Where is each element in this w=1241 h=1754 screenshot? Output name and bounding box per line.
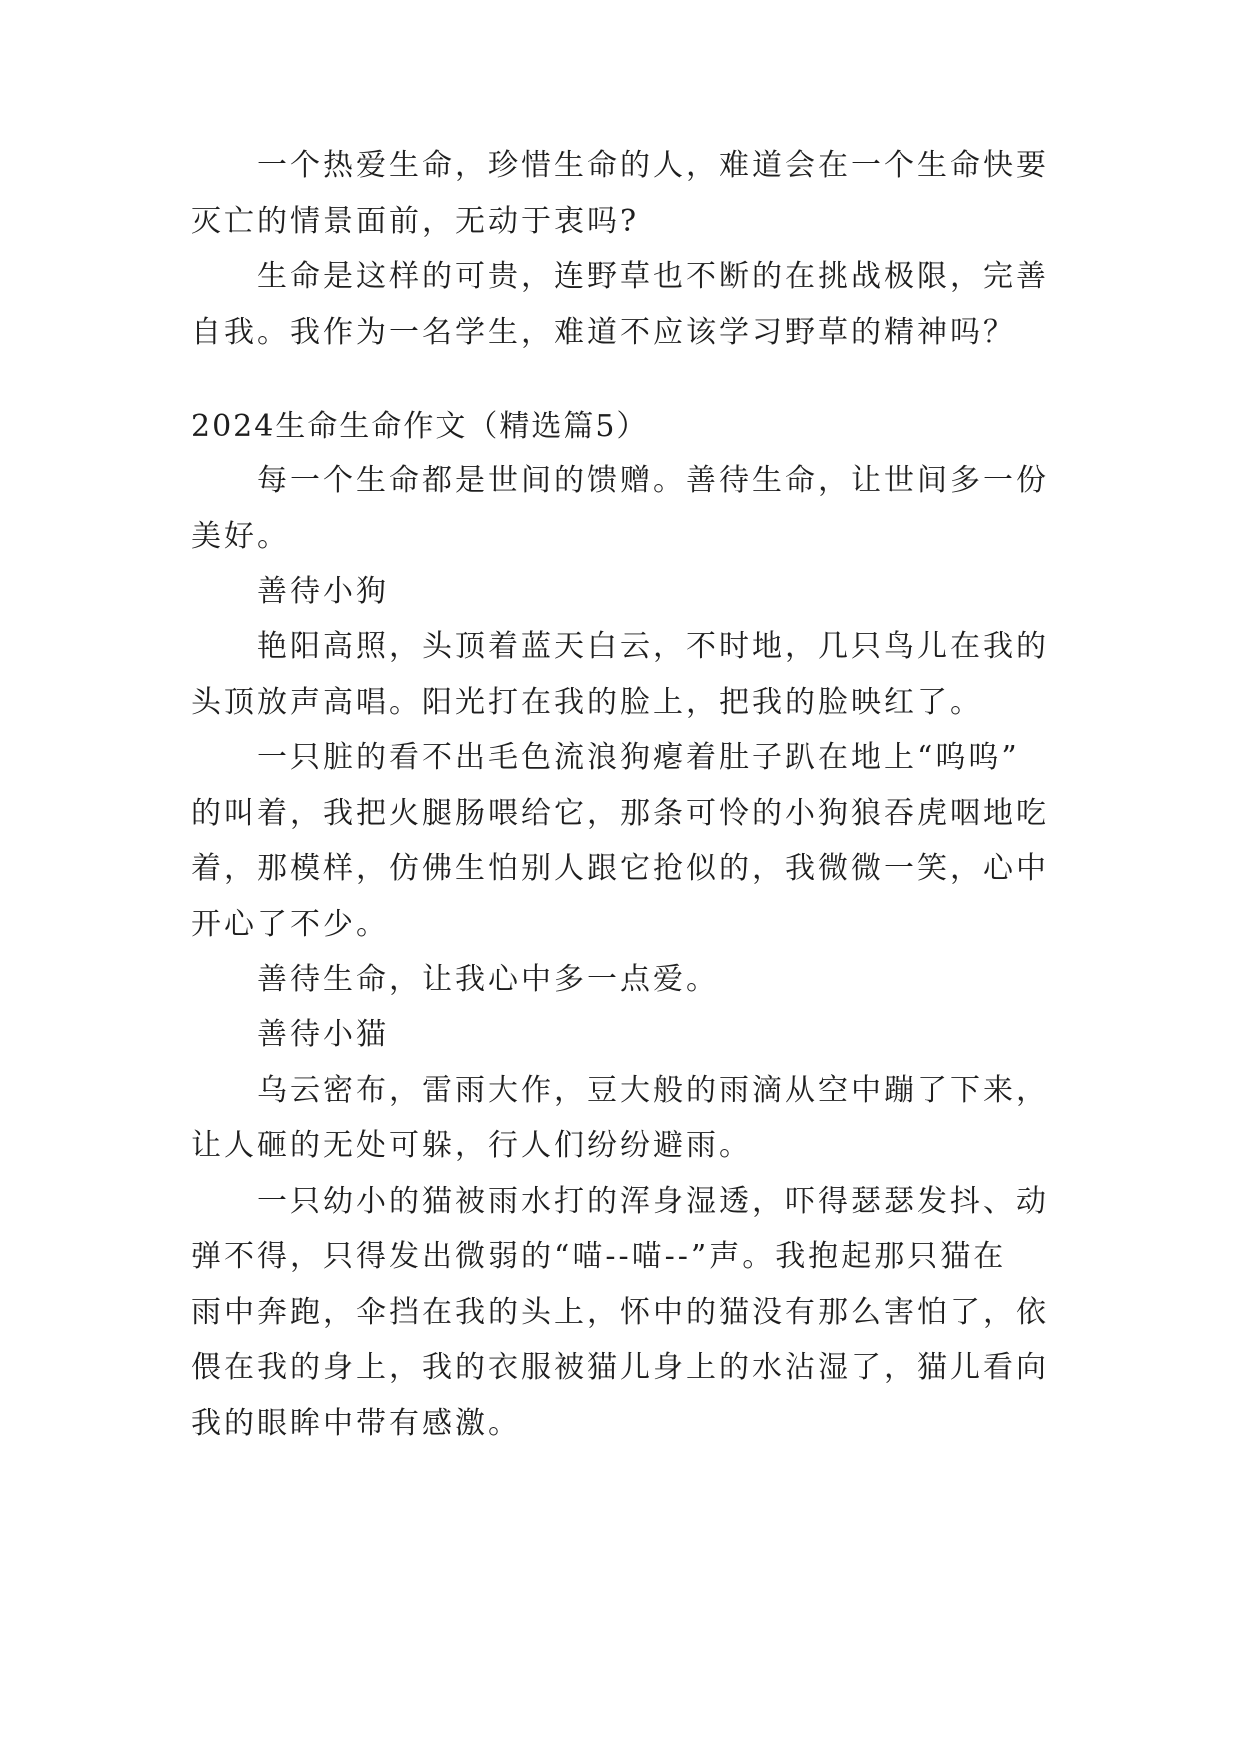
subheading-line: 善待小狗 bbox=[257, 574, 389, 609]
paragraph-line: 一个热爱生命，珍惜生命的人，难道会在一个生命快要 bbox=[257, 148, 1049, 183]
paragraph-line: 自我。我作为一名学生，难道不应该学习野草的精神吗？ bbox=[191, 315, 1016, 350]
paragraph-line: 善待生命，让我心中多一点爱。 bbox=[257, 962, 719, 997]
paragraph-line: 一只脏的看不出毛色流浪狗瘪着肚子趴在地上“呜呜” bbox=[257, 740, 1020, 775]
section-heading: 2024生命生命作文（精选篇5） bbox=[191, 409, 649, 444]
subheading-line: 善待小猫 bbox=[257, 1017, 389, 1052]
paragraph-line: 着，那模样，仿佛生怕别人跟它抢似的，我微微一笑，心中 bbox=[191, 851, 1049, 886]
paragraph-line: 灭亡的情景面前，无动于衷吗? bbox=[191, 204, 640, 239]
paragraph-line: 艳阳高照，头顶着蓝天白云，不时地，几只鸟儿在我的 bbox=[257, 629, 1049, 664]
paragraph-line: 弹不得，只得发出微弱的“喵--喵--”声。我抱起那只猫在 bbox=[191, 1239, 1007, 1274]
paragraph-line: 雨中奔跑，伞挡在我的头上，怀中的猫没有那么害怕了，依 bbox=[191, 1295, 1049, 1330]
paragraph-line: 的叫着，我把火腿肠喂给它，那条可怜的小狗狼吞虎咽地吃 bbox=[191, 796, 1049, 831]
paragraph-line: 每一个生命都是世间的馈赠。善待生命，让世间多一份 bbox=[257, 463, 1049, 498]
paragraph-line: 一只幼小的猫被雨水打的浑身湿透，吓得瑟瑟发抖、动 bbox=[257, 1184, 1049, 1219]
paragraph-line: 美好。 bbox=[191, 519, 290, 554]
paragraph-line: 开心了不少。 bbox=[191, 907, 389, 942]
paragraph-line: 乌云密布，雷雨大作，豆大般的雨滴从空中蹦了下来， bbox=[257, 1073, 1049, 1108]
paragraph-line: 让人砸的无处可躲，行人们纷纷避雨。 bbox=[191, 1128, 752, 1163]
paragraph-line: 头顶放声高唱。阳光打在我的脸上，把我的脸映红了。 bbox=[191, 685, 983, 720]
paragraph-line: 偎在我的身上，我的衣服被猫儿身上的水沾湿了，猫儿看向 bbox=[191, 1350, 1049, 1385]
paragraph-line: 我的眼眸中带有感激。 bbox=[191, 1406, 521, 1441]
paragraph-line: 生命是这样的可贵，连野草也不断的在挑战极限，完善 bbox=[257, 259, 1049, 294]
